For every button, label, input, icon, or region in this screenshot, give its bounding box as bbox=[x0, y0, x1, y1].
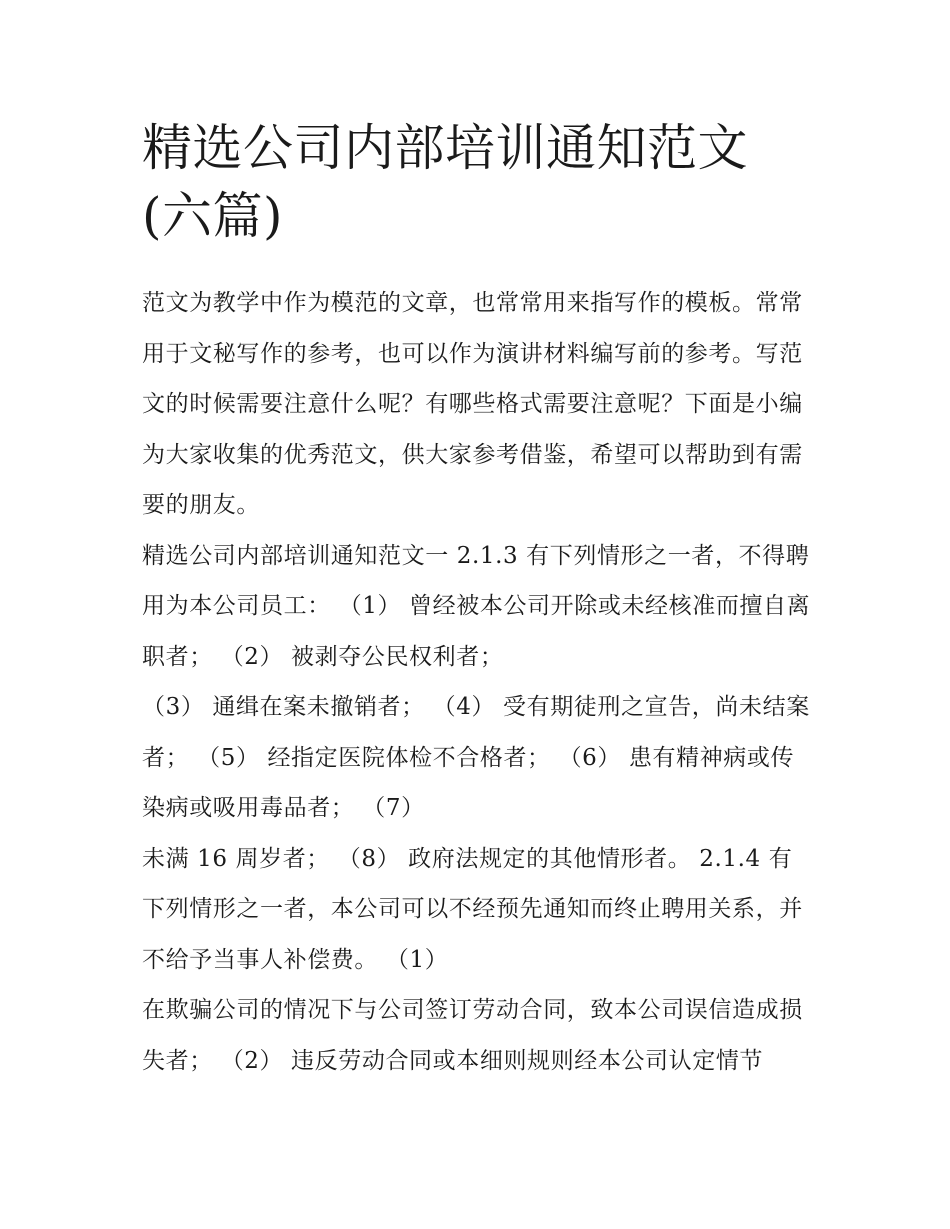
document-page bbox=[142, 114, 814, 1086]
document-title: 精选公司内部培训通知范文(六篇) bbox=[142, 119, 748, 245]
body-paragraph: 在欺骗公司的情况下与公司签订劳动合同，致本公司误信造成损失者； （2） 违反劳动合同或本细则规则经本公司认定情节 bbox=[142, 997, 803, 1074]
intro-paragraph: 范文为教学中作为模范的文章，也常常用来指写作的模板。常常用于文秘写作的参考，也可以作为演讲材料编写前的参考。写范文的时候需要注意什么呢？有哪些格式需要注意呢？下面是小编为大家收集的优秀范文，供大家参考借鉴，希望可以帮助到有需要的朋友。 bbox=[142, 290, 803, 518]
body-paragraph: 精选公司内部培训通知范文一 2.1.3 有下列情形之一者，不得聘用为本公司员工： （1） 曾经被本公司开除或未经核准而擅自离职者； （2） 被剥夺公民权利者； bbox=[142, 542, 811, 670]
body-paragraph: 未满 16 周岁者； （8） 政府法规定的其他情形者。 2.1.4 有下列情形之一者，本公司可以不经预先通知而终止聘用关系，并不给予当事人补偿费。 （1） bbox=[142, 845, 803, 973]
body-paragraph: （3） 通缉在案未撤销者； （4） 受有期徒刑之宣告，尚未结案者； （5） 经指定医院体检不合格者； （6） 患有精神病或传染病或吸用毒品者； （7） bbox=[142, 694, 810, 821]
